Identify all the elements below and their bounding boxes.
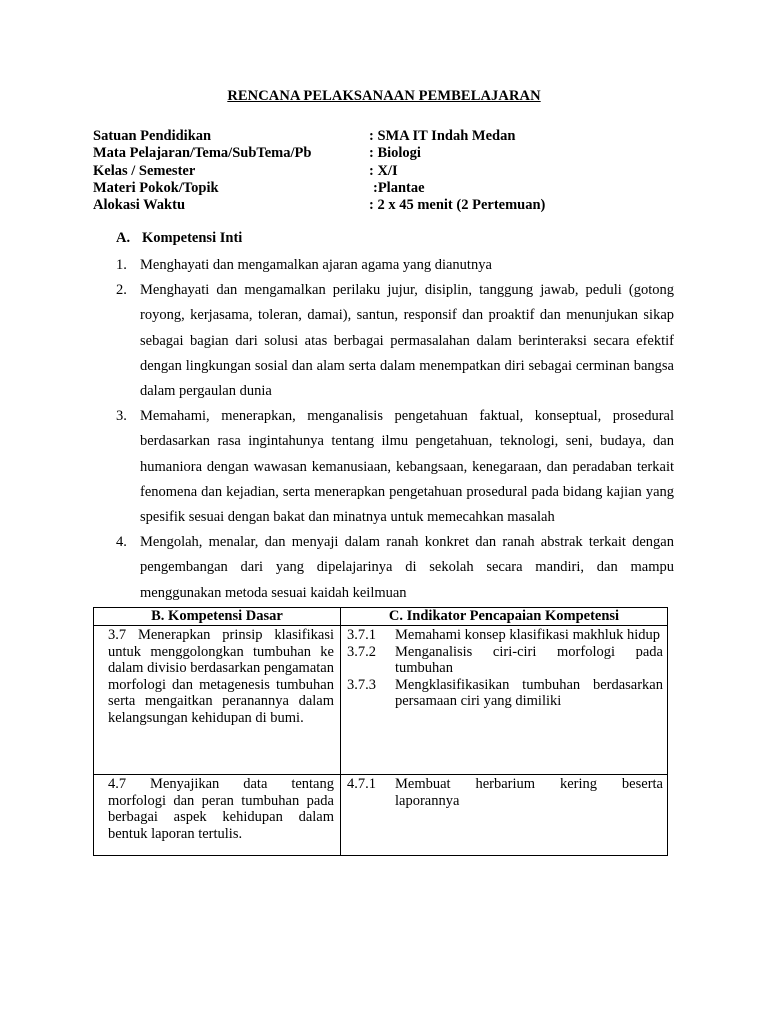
- indicator-cell: [341, 626, 668, 775]
- kd-cell: [94, 626, 341, 775]
- info-label: Materi Pokok/Topik: [93, 179, 219, 196]
- header-kompetensi-dasar: B. Kompetensi Dasar: [94, 608, 341, 626]
- list-text: Menghayati dan mengamalkan perilaku jujur, disiplin, tanggung jawab, peduli (gotong royong, kerjasama, toleran, damai), santun, responsif dan proaktif dan menunjukan sikap sebagai bagian dari solusi atas berbagai permasalahan dalam berinteraksi secara efektif dengan lingkungan sosial dan alam serta dalam menempatkan diri sebagai cerminan bangsa dalam pergaulan dunia: [140, 282, 674, 400]
- indicator-text: Mengklasifikasikan tumbuhan berdasarkan persamaan ciri yang dimiliki: [395, 676, 663, 709]
- info-value: :Plantae: [373, 179, 425, 196]
- indicator-text: Memahami konsep klasifikasi makhluk hidup: [395, 627, 660, 643]
- info-label: Satuan Pendidikan: [93, 128, 212, 144]
- kd-cell: [94, 775, 341, 856]
- list-item: [116, 404, 674, 530]
- list-number: 2.: [116, 282, 127, 299]
- indicator-item: [347, 677, 663, 710]
- header-indikator: C. Indikator Pencapaian Kompetensi: [341, 608, 668, 626]
- info-row-subject: [93, 145, 693, 162]
- list-text: Menghayati dan mengamalkan ajaran agama yang dianutnya: [140, 257, 492, 273]
- indicator-code: 4.7.1: [347, 776, 376, 792]
- identity-block: [93, 128, 693, 214]
- list-number: 4.: [116, 534, 127, 551]
- info-row-class: [93, 163, 693, 180]
- indicator-text: Menganalisis ciri-ciri morfologi pada tumbuhan: [395, 643, 663, 676]
- info-row-school: [93, 128, 693, 145]
- table-row: [94, 775, 668, 856]
- document-title: RENCANA PELAKSANAAN PEMBELAJARAN: [227, 88, 541, 104]
- info-label: Kelas / Semester: [93, 162, 196, 179]
- section-title: Kompetensi Inti: [142, 230, 243, 246]
- indicator-code: 3.7.2: [347, 643, 376, 660]
- info-value: : SMA IT Indah Medan: [369, 128, 516, 144]
- competency-table: [93, 607, 668, 856]
- list-number: 1.: [116, 257, 127, 273]
- info-value: : X/I: [369, 162, 398, 179]
- info-value: : 2 x 45 menit (2 Pertemuan): [369, 197, 546, 214]
- indicator-code: 3.7.3: [347, 676, 376, 693]
- info-value: : Biologi: [369, 145, 421, 162]
- indicator-cell: [341, 775, 668, 856]
- list-item: [116, 278, 674, 404]
- list-number: 3.: [116, 408, 127, 425]
- list-item: [116, 253, 674, 278]
- table-header-row: [94, 608, 668, 626]
- indicator-text: Membuat herbarium kering beserta laporannya: [395, 776, 663, 809]
- list-item: [116, 530, 674, 606]
- indicator-item: [347, 776, 663, 809]
- indicator-item: [347, 644, 663, 677]
- table-row: [94, 626, 668, 775]
- kd-text: 4.7 Menyajikan data tentang morfologi dan peran tumbuhan pada berbagai aspek kehidupan dalam bentuk laporan tertulis.: [108, 776, 334, 842]
- list-text: Memahami, menerapkan, menganalisis pengetahuan faktual, konseptual, prosedural berdasarkan rasa ingintahunya tentang ilmu pengetahuan, teknologi, seni, budaya, dan humaniora dengan wawasan kemanusiaan, kebangsaan, kenegaraan, dan peradaban terkait fenomena dan kejadian, serta menerapkan pengetahuan prosedural pada bidang kajian yang spesifik sesuai dengan bakat dan minatnya untuk memecahkan masalah: [140, 408, 674, 526]
- indicator-item: [347, 627, 663, 644]
- info-label: Alokasi Waktu: [93, 197, 186, 214]
- info-row-time: [93, 197, 693, 214]
- list-text: Mengolah, menalar, dan menyaji dalam ranah konkret dan ranah abstrak terkait dengan pengembangan dari yang dipelajarinya di sekolah secara mandiri, dan mampu menggunakan metoda sesuai kaidah keilmuan: [140, 534, 674, 601]
- info-label: Mata Pelajaran/Tema/SubTema/Pb: [93, 145, 312, 162]
- section-heading-a: [116, 230, 242, 247]
- info-row-topic: [93, 180, 693, 197]
- kompetensi-inti-list: [116, 253, 674, 606]
- section-letter: A.: [116, 230, 131, 246]
- indicator-code: 3.7.1: [347, 627, 376, 643]
- kd-text: 3.7 Menerapkan prinsip klasifikasi untuk menggolongkan tumbuhan ke dalam divisio berdasarkan pengamatan morfologi dan metagenesis tumbuhan serta mengaitkan peranannya dalam kelangsungan kehidupan di bumi.: [108, 627, 334, 726]
